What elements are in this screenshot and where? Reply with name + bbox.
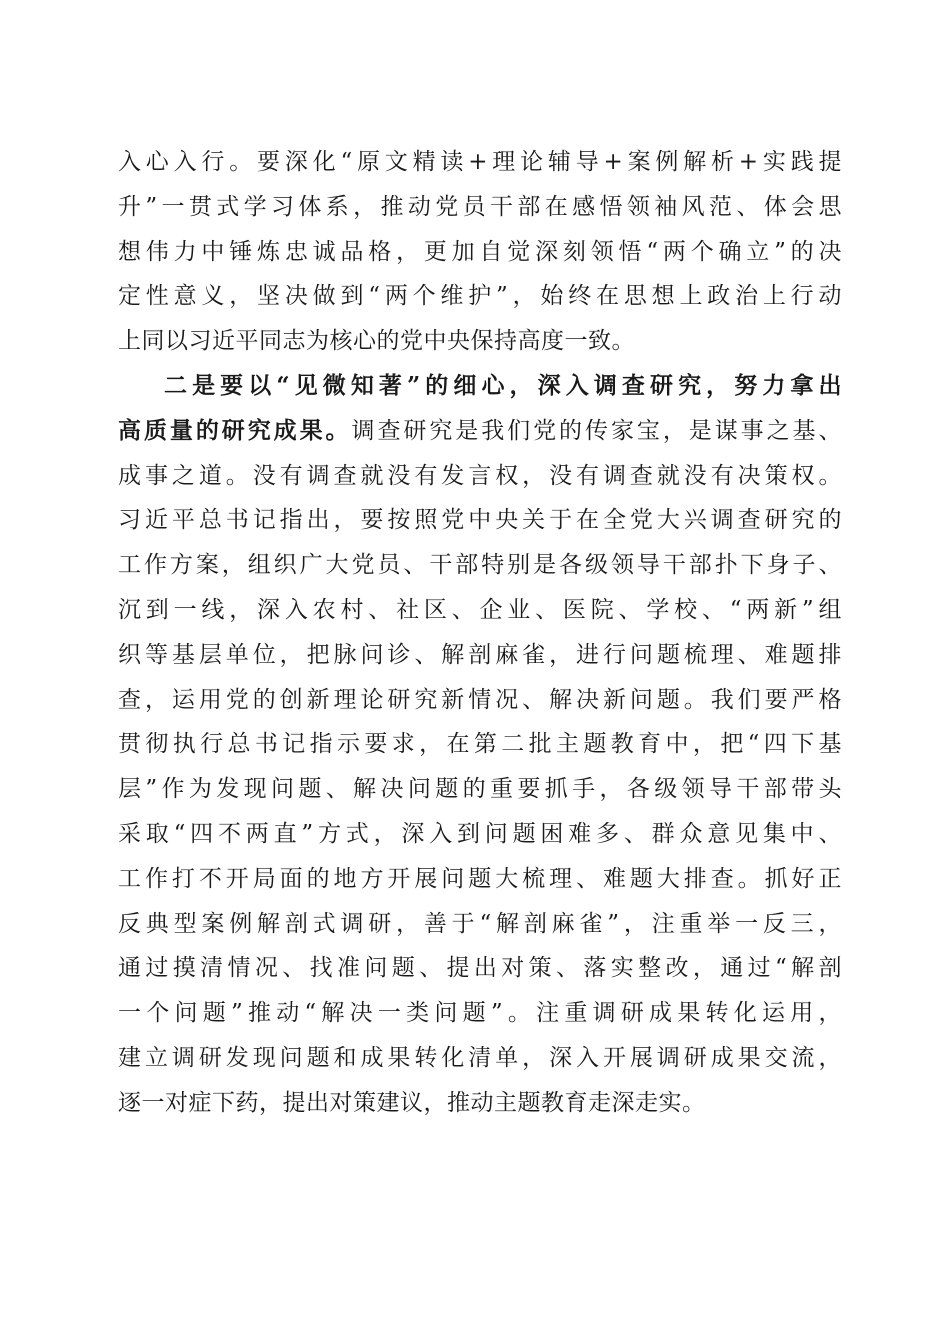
paragraph2-line-8: 查，运用党的创新理论研究新情况、解决新问题。我们要严格 [118, 686, 842, 713]
paragraph2-heading-end: 高质量的研究成果。 [118, 416, 352, 444]
paragraph2-line-5: 工作方案，组织广大党员、干部特别是各级领导干部扑下身子、 [118, 552, 842, 579]
paragraph2-line-16: 建立调研发现问题和成果转化清单，深入开展调研成果交流， [118, 1044, 842, 1071]
paragraph2-line-9: 贯彻执行总书记指示要求，在第二批主题教育中，把“四下基 [118, 731, 842, 758]
paragraph2-line-7: 织等基层单位，把脉问诊、解剖麻雀，进行问题梳理、难题排 [118, 641, 842, 668]
paragraph1-line-1: 入心入行。要深化“原文精读+理论辅导+案例解析+实践提 [118, 149, 842, 175]
paragraph2-line-3: 成事之道。没有调查就没有发言权，没有调查就没有决策权。 [118, 462, 842, 489]
body-text [118, 140, 842, 1126]
paragraph1-line-3: 想伟力中锤炼忠诚品格，更加自觉深刻领悟“两个确立”的决 [118, 238, 842, 265]
paragraph2-line-2 [118, 409, 842, 454]
paragraph2-line-14: 通过摸清情况、找准问题、提出对策、落实整改，通过“解剖 [118, 955, 842, 982]
paragraph2-line-17: 逐一对症下药，提出对策建议，推动主题教育走深走实。 [118, 1089, 706, 1116]
paragraph2-line-4: 习近平总书记指出，要按照党中央关于在全党大兴调查研究的 [118, 507, 842, 534]
paragraph1-line-4: 定性意义，坚决做到“两个维护”，始终在思想上政治上行动 [118, 283, 842, 310]
paragraph2-line-12: 工作打不开局面的地方开展问题大梳理、难题大排查。抓好正 [118, 865, 842, 892]
paragraph2-line-6: 沉到一线，深入农村、社区、企业、医院、学校、“两新”组 [118, 596, 842, 623]
paragraph1-line-5: 上同以习近平同志为核心的党中央保持高度一致。 [118, 328, 635, 355]
paragraph2-line-11: 采取“四不两直”方式，深入到问题困难多、群众意见集中、 [118, 820, 842, 847]
paragraph2-line-15: 一个问题”推动“解决一类问题”。注重调研成果转化运用， [118, 1000, 842, 1027]
paragraph2-heading-line: 二是要以“见微知著”的细心，深入调查研究，努力拿出 [164, 371, 842, 399]
paragraph2-line-2-rest: 调查研究是我们党的传家宝，是谋事之基、 [351, 417, 842, 444]
paragraph2-line-10: 层”作为发现问题、解决问题的重要抓手，各级领导干部带头 [118, 776, 842, 803]
paragraph1-line-2: 升”一贯式学习体系，推动党员干部在感悟领袖风范、体会思 [118, 193, 842, 220]
paragraph2-line-13: 反典型案例解剖式调研，善于“解剖麻雀”，注重举一反三， [118, 910, 842, 937]
